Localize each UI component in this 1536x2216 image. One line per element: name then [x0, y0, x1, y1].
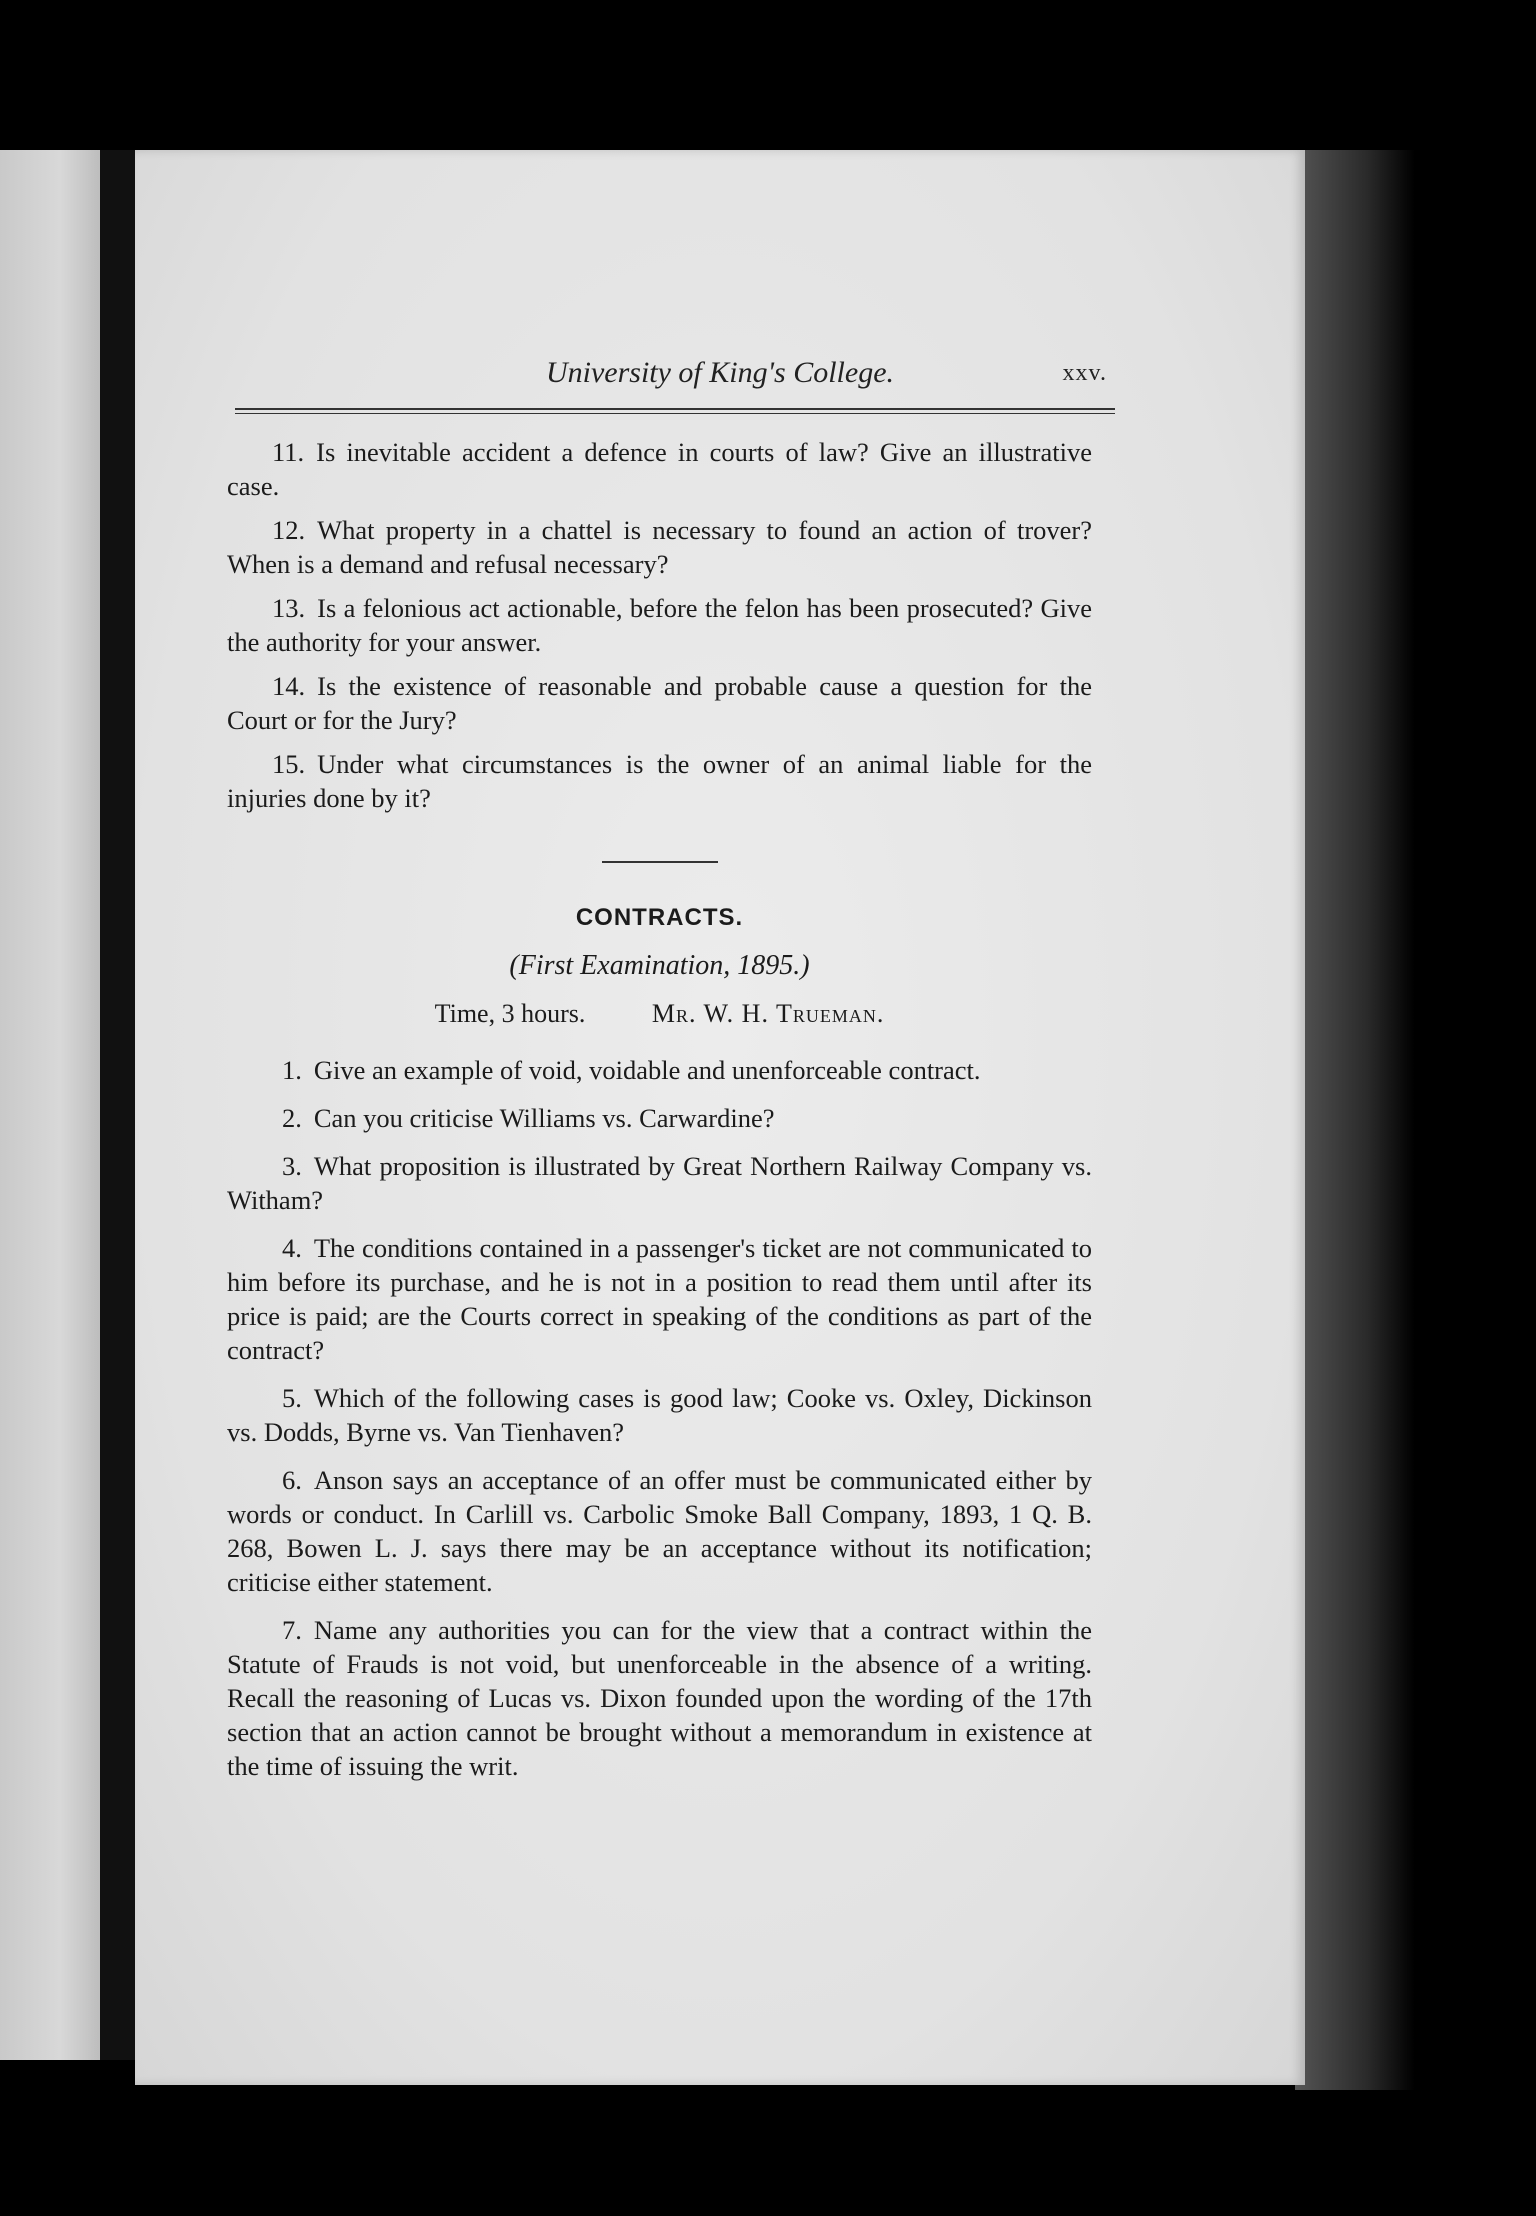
question-item [227, 1149, 1092, 1217]
question-number: 7. [282, 1615, 302, 1645]
question-item [227, 1053, 1092, 1087]
question-text: Is inevitable accident a defence in courts of law? Give an illustrative case. [227, 437, 1092, 501]
question-text: Anson says an acceptance of an offer must be communicated either by words or conduct. In Carlill vs. Carbolic Smoke Ball Company, 1893, 1 Q. B. 268, Bowen L. J. says there may be an acceptance without its notification; criticise either statement. [227, 1465, 1092, 1597]
exam-meta [227, 997, 1092, 1031]
document-page [135, 150, 1305, 2085]
question-list-contracts [227, 1053, 1092, 1783]
book-spine [100, 150, 135, 2060]
examiner-name: Mr. W. H. Trueman. [651, 999, 885, 1028]
question-item [227, 1613, 1092, 1783]
running-title: University of King's College. [545, 356, 895, 389]
header-rule [235, 408, 1115, 414]
question-item [227, 513, 1092, 581]
question-text: Is the existence of reasonable and probable cause a question for the Court or for the Jury? [227, 671, 1092, 735]
question-item [227, 591, 1092, 659]
question-item [227, 1381, 1092, 1449]
facing-page-edge [0, 150, 100, 2060]
question-item [227, 1463, 1092, 1599]
question-text: Which of the following cases is good law; Cooke vs. Oxley, Dickinson vs. Dodds, Byrne vs. Van Tienhaven? [227, 1383, 1092, 1447]
question-text: Can you criticise Williams vs. Carwardine? [313, 1103, 775, 1133]
page-number: xxv. [1062, 360, 1107, 386]
question-text: The conditions contained in a passenger's ticket are not communicated to him before its purchase, and he is not in a position to read them until after its price is paid; are the Courts correct in speaking of the conditions as part of the contract? [227, 1233, 1092, 1365]
question-number: 3. [282, 1151, 302, 1181]
question-number: 4. [282, 1233, 302, 1263]
question-item [227, 1101, 1092, 1135]
question-text: Give an example of void, voidable and unenforceable contract. [313, 1055, 981, 1085]
question-text: What property in a chattel is necessary to found an action of trover? When is a demand and refusal necessary? [227, 515, 1092, 579]
question-number: 6. [282, 1465, 302, 1495]
question-number: 15. [272, 749, 306, 779]
question-number: 14. [272, 671, 306, 701]
question-item [227, 435, 1092, 503]
question-number: 13. [272, 593, 306, 623]
question-list-torts [227, 435, 1092, 815]
section-divider [602, 861, 718, 863]
question-number: 12. [272, 515, 306, 545]
exam-time: Time, 3 hours. [434, 999, 586, 1028]
question-number: 5. [282, 1383, 302, 1413]
question-text: What proposition is illustrated by Great Northern Railway Company vs. Witham? [227, 1151, 1092, 1215]
question-number: 2. [282, 1103, 302, 1133]
question-text: Name any authorities you can for the view that a contract within the Statute of Frauds is not void, but unenforceable in the absence of a writing. Recall the reasoning of Lucas vs. Dixon founded upon the wording of the 17th section that an action cannot be brought without a memorandum in existence at the time of issuing the writ. [227, 1615, 1092, 1781]
question-item [227, 669, 1092, 737]
question-text: Is a felonious act actionable, before the felon has been prosecuted? Give the authority for your answer. [227, 593, 1092, 657]
page-header [135, 348, 1305, 398]
page-body [227, 435, 1092, 1797]
question-text: Under what circumstances is the owner of an animal liable for the injuries done by it? [227, 749, 1092, 813]
question-item [227, 747, 1092, 815]
page-edge-shadow [1295, 150, 1415, 2090]
question-number: 1. [282, 1055, 302, 1085]
question-number: 11. [272, 437, 305, 467]
question-item [227, 1231, 1092, 1367]
section-heading: CONTRACTS. [575, 904, 744, 931]
section-subheading: (First Examination, 1895.) [509, 950, 810, 981]
